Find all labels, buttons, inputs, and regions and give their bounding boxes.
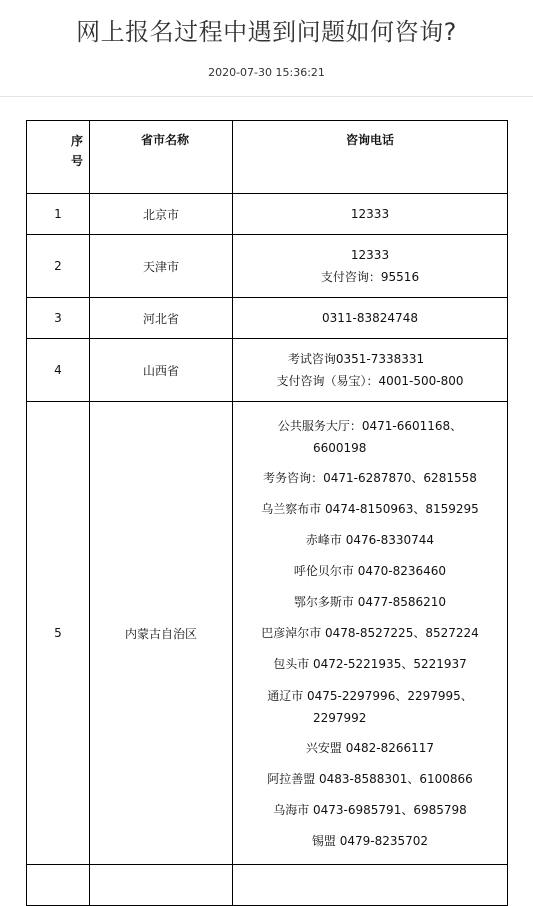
phone-line: 包头市 0472-5221935、5221937 xyxy=(273,657,467,671)
phone-line-part: 通辽市 0475-2297996、2297995、 xyxy=(267,689,473,703)
province-name: 内蒙古自治区 xyxy=(90,402,233,865)
table-row xyxy=(27,298,508,339)
row-number: 5 xyxy=(27,402,90,865)
header-phone: 咨询电话 xyxy=(233,121,508,194)
table-row xyxy=(27,402,508,865)
row-number: 3 xyxy=(27,298,90,339)
row-number: 1 xyxy=(27,194,90,235)
table-row xyxy=(27,865,508,906)
phone-line-part: 6600198 xyxy=(313,441,367,455)
phone-line: 12333 xyxy=(350,248,390,262)
phone-line: 兴安盟 0482-8266117 xyxy=(305,741,435,755)
phone-line xyxy=(233,680,507,733)
table-row xyxy=(27,339,508,402)
header-no-line1: 序 xyxy=(70,134,83,148)
header-no xyxy=(27,121,90,194)
page-title: 网上报名过程中遇到问题如何咨询? xyxy=(76,18,457,46)
phone-cell xyxy=(233,298,508,339)
row-number xyxy=(27,865,90,906)
phone-line-part: 公共服务大厅：0471-6601168、 xyxy=(277,419,463,433)
province-name xyxy=(90,865,233,906)
phone-line-part: 2297992 xyxy=(313,711,367,725)
phone-line: 支付咨询（易宝）：4001-500-800 xyxy=(276,374,464,388)
phone-line: 支付咨询：95516 xyxy=(320,270,420,284)
phone-line: 12333 xyxy=(350,207,390,221)
row-number: 2 xyxy=(27,235,90,298)
table-row xyxy=(27,235,508,298)
phone-line: 阿拉善盟 0483-8588301、6100866 xyxy=(267,772,473,786)
row-number: 4 xyxy=(27,339,90,402)
phone-cell xyxy=(233,235,508,298)
phone-line: 呼伦贝尔市 0470-8236460 xyxy=(293,564,447,578)
table-header-row xyxy=(27,121,508,194)
phone-line: 乌兰察布市 0474-8150963、8159295 xyxy=(261,502,479,516)
province-name: 天津市 xyxy=(90,235,233,298)
phone-cell xyxy=(233,865,508,906)
phone-cell xyxy=(233,402,508,865)
header-province: 省市名称 xyxy=(90,121,233,194)
phone-line: 考试咨询0351-7338331 xyxy=(287,352,425,366)
province-name: 山西省 xyxy=(90,339,233,402)
divider xyxy=(0,96,533,97)
phone-line: 0311-83824748 xyxy=(322,311,418,325)
phone-line: 乌海市 0473-6985791、6985798 xyxy=(273,803,467,817)
province-name: 北京市 xyxy=(90,194,233,235)
phone-line xyxy=(233,410,507,463)
phone-line: 鄂尔多斯市 0477-8586210 xyxy=(293,595,447,609)
phone-line: 锡盟 0479-8235702 xyxy=(311,834,429,848)
publish-date: 2020-07-30 15:36:21 xyxy=(208,66,325,79)
table-row xyxy=(27,194,508,235)
phone-line: 考务咨询：0471-6287870、6281558 xyxy=(263,471,477,485)
phone-cell xyxy=(233,194,508,235)
phone-line: 赤峰市 0476-8330744 xyxy=(305,533,435,547)
header-no-line2: 号 xyxy=(70,154,83,168)
province-name: 河北省 xyxy=(90,298,233,339)
contact-table xyxy=(26,120,508,906)
phone-cell xyxy=(233,339,508,402)
phone-line: 巴彦淖尔市 0478-8527225、8527224 xyxy=(261,626,479,640)
